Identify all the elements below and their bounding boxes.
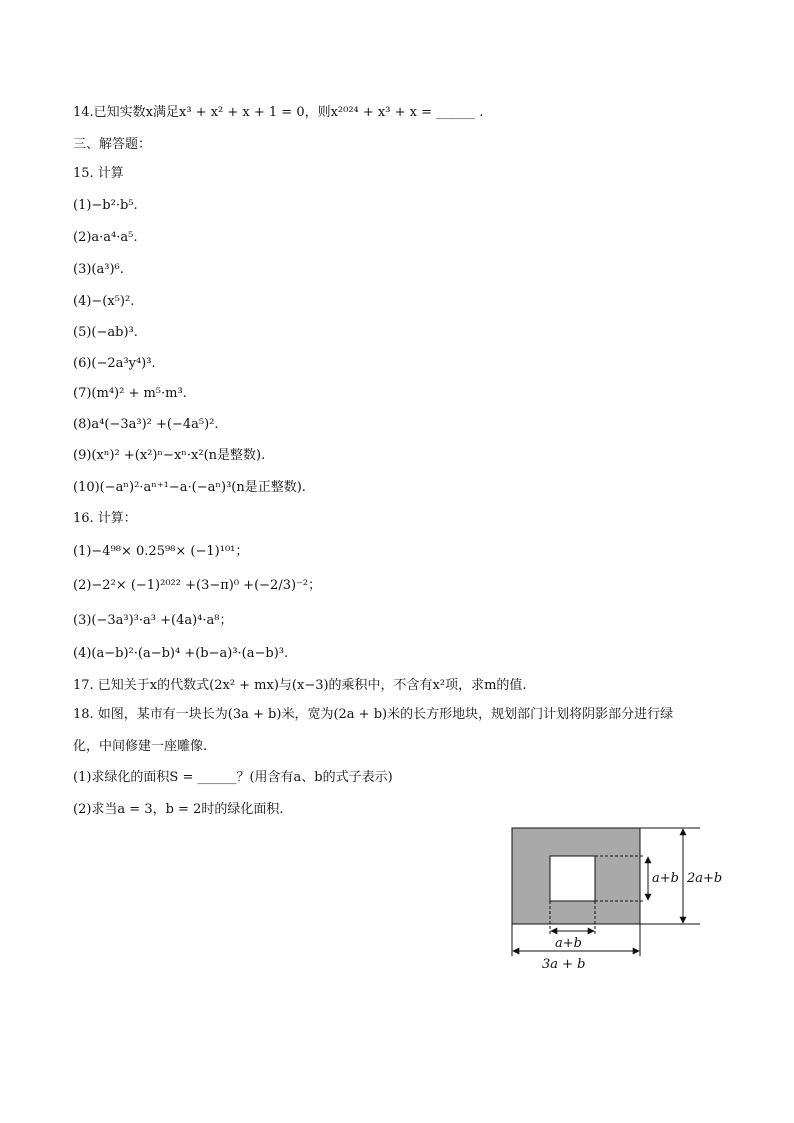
question-15-item-9: (9)(xⁿ)² +(x²)ⁿ−xⁿ·x²(n是整数). xyxy=(73,448,266,463)
inner-height-label: a+b xyxy=(652,871,679,886)
question-15-item-8: (8)a⁴(−3a³)² +(−4a⁵)². xyxy=(73,417,219,432)
question-16-item-4: (4)(a−b)²·(a−b)⁴ +(b−a)³·(a−b)³. xyxy=(73,646,289,661)
question-18-line-2: 化，中间修建一座雕像. xyxy=(73,739,208,754)
question-15-item-1: (1)−b²·b⁵. xyxy=(73,198,138,213)
rectangle-diagram xyxy=(500,820,730,980)
question-15-item-7: (7)(m⁴)² + m⁵·m³. xyxy=(73,386,187,401)
inner-width-label: a+b xyxy=(555,936,582,951)
question-18-line-1: 18. 如图，某市有一块长为(3a + b)米，宽为(2a + b)米的长方形地块，规划部门计划将阴影部分进行绿 xyxy=(73,707,674,722)
question-15-title: 15. 计算 xyxy=(73,166,124,181)
total-height-label: 2a+b xyxy=(687,871,723,886)
total-width-label: 3a + b xyxy=(542,957,586,972)
question-16-item-1: (1)−4⁹⁸× 0.25⁹⁸× (−1)¹⁰¹； xyxy=(73,544,249,559)
question-16-item-2: (2)−2²× (−1)²⁰²² +(3−π)⁰ +(−2/3)⁻²； xyxy=(73,578,322,593)
question-15-item-6: (6)(−2a³y⁴)³. xyxy=(73,356,156,371)
question-15-item-3: (3)(a³)⁶. xyxy=(73,262,124,277)
question-18-part-1: (1)求绿化的面积S = ______？(用含有a、b的式子表示) xyxy=(73,770,393,785)
question-18-part-2: (2)求当a = 3，b = 2时的绿化面积. xyxy=(73,802,284,817)
statue-square xyxy=(550,856,595,901)
question-15-item-5: (5)(−ab)³. xyxy=(73,325,138,340)
question-15-item-4: (4)−(x⁵)². xyxy=(73,294,135,309)
section-heading: 三、解答题： xyxy=(73,137,152,152)
question-15-item-2: (2)a·a⁴·a⁵. xyxy=(73,230,138,245)
question-15-item-10: (10)(−aⁿ)²·aⁿ⁺¹−a·(−aⁿ)³(n是正整数). xyxy=(73,480,306,495)
question-14: 14.已知实数x满足x³ + x² + x + 1 = 0，则x²⁰²⁴ + x³ + x = ______ . xyxy=(73,105,484,120)
question-16-title: 16. 计算： xyxy=(73,511,137,526)
question-16-item-3: (3)(−3a³)³·a³ +(4a)⁴·a⁸； xyxy=(73,613,233,628)
question-17: 17. 已知关于x的代数式(2x² + mx)与(x−3)的乘积中，不含有x²项，求m的值. xyxy=(73,678,527,693)
